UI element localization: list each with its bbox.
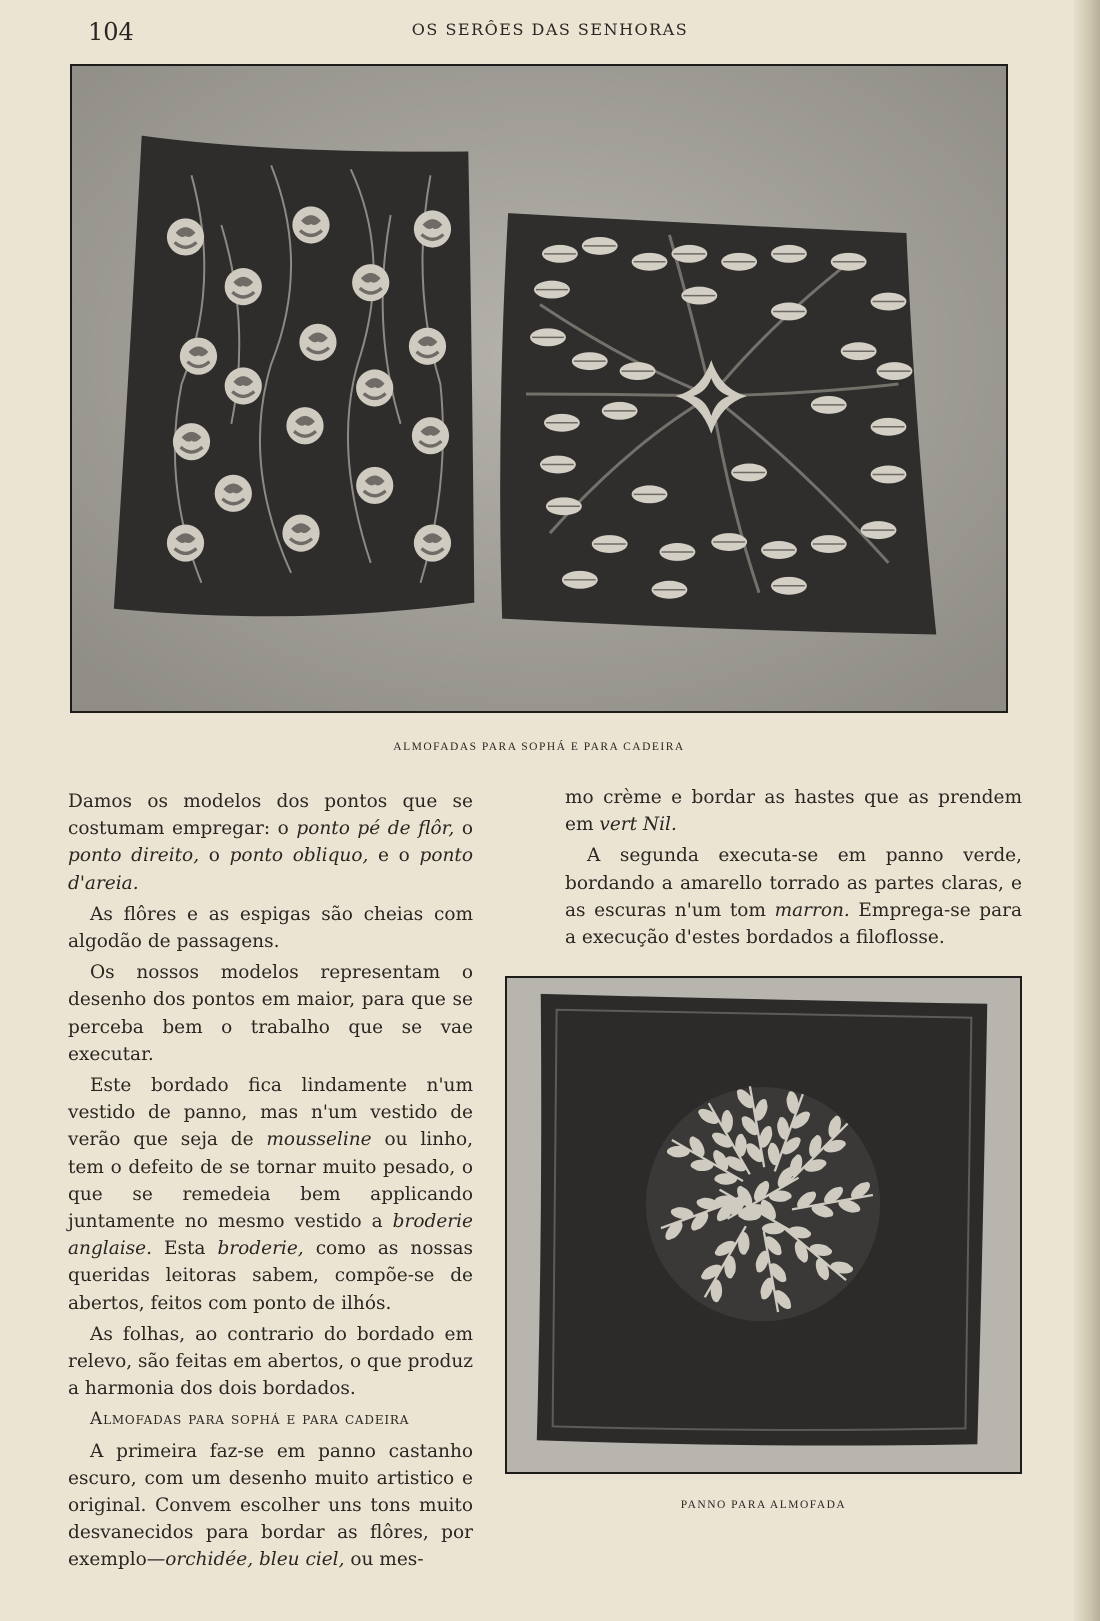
paragraph-continuation: mo crème e bordar as hastes que as prendem em vert Nil. xyxy=(565,787,1022,836)
section-heading: Almofadas para sophá e para cadeira xyxy=(90,1409,410,1430)
page-edge-shadow xyxy=(1074,0,1100,1621)
paragraph-stitches: Damos os modelos dos pontos que se costumam empregar: o ponto pé de flôr, o ponto direito, o ponto obliquo, e o ponto d'areia. xyxy=(68,791,473,894)
paragraph-leaves: As folhas, ao contrario do bordado em relevo, são feitas em abertos, o que produz a harmonia dos dois bordados. xyxy=(68,1323,473,1400)
photo-two-embroidered-cushions xyxy=(72,66,1006,711)
running-head: OS SERÔES DAS SENHORAS xyxy=(411,20,689,39)
left-text-column xyxy=(68,788,473,1578)
figure-cushions-photo xyxy=(70,64,1008,713)
page-number: 104 xyxy=(88,18,134,46)
paragraph-flowers: As flôres e as espigas são cheias com algodão de passagens. xyxy=(68,903,473,953)
photo-embroidered-cloth-panel xyxy=(507,978,1020,1472)
paragraph-first-cushion: A primeira faz-se em panno castanho escuro, com um desenho muito artistico e original. Convem escolher uns tons muito desvanecidos para bordar as flôres, por exemplo—orchidée, bleu ciel, ou mes- xyxy=(68,1440,473,1571)
paragraph-dress: Este bordado fica lindamente n'um vestido de panno, mas n'um vestido de verão que seja de mousseline ou linho, tem o defeito de se tornar muito pesado, o que se remedeia bem applicando juntamente no mesmo vestido a broderie anglaise. Esta broderie, como as nossas queridas leitoras sabem, compõe-se de abertos, feitos com ponto de ilhós. xyxy=(68,1075,473,1314)
right-text-column xyxy=(565,784,1022,955)
paragraph-models: Os nossos modelos representam o desenho dos pontos em maior, para que se perceba bem o trabalho que se vae executar. xyxy=(68,962,473,1065)
paragraph-second-cushion: A segunda executa-se em panno verde, bordando a amarello torrado as partes claras, e as escuras n'um tom marron. Emprega-se para a execução d'estes bordados a filoflosse. xyxy=(565,845,1022,949)
left-cushion xyxy=(114,136,474,617)
right-cushion xyxy=(500,213,936,634)
figure-caption-panel: PANNO PARA ALMOFADA xyxy=(680,1499,847,1511)
figure-caption-cushions: ALMOFADAS PARA SOPHÁ E PARA CADEIRA xyxy=(393,741,685,753)
figure-panel-photo xyxy=(505,976,1022,1474)
